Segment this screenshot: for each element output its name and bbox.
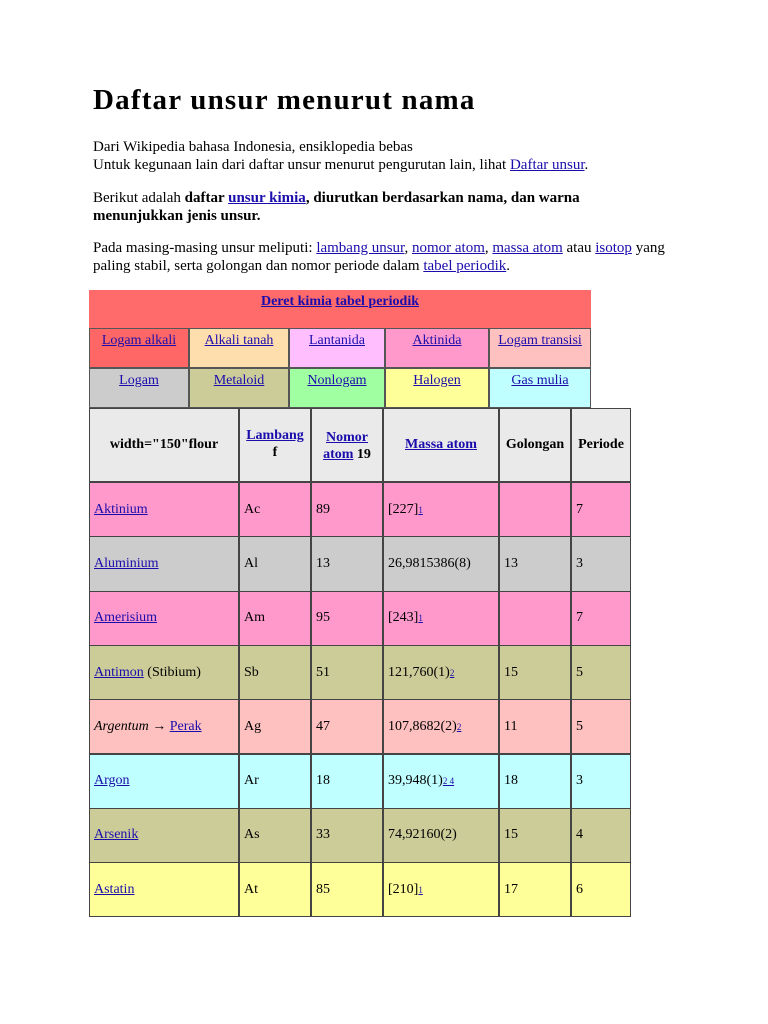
element-group: 13	[504, 555, 518, 571]
cell-element-name	[89, 536, 239, 591]
unsur-kimia-link[interactable]: unsur kimia	[228, 190, 306, 206]
element-symbol: Ag	[244, 718, 262, 734]
nomor-header-link[interactable]: Nomor	[326, 430, 368, 445]
atomic-mass: 39,948(1)	[388, 773, 443, 789]
massa-atom-link[interactable]: massa atom	[492, 240, 563, 256]
cell-number	[311, 645, 383, 700]
footnote-link[interactable]: 2 4	[442, 776, 455, 787]
atomic-number: 33	[316, 827, 330, 843]
legend-link[interactable]: Gas mulia	[511, 373, 569, 388]
cell-mass	[383, 645, 499, 700]
cell-period	[571, 808, 631, 863]
legend-link[interactable]: Logam	[119, 373, 159, 388]
element-period: 5	[576, 718, 583, 734]
detail-text-1: Pada masing-masing unsur meliputi:	[93, 240, 317, 256]
isotop-link[interactable]: isotop	[595, 240, 632, 256]
atomic-mass: 26,9815386(8)	[388, 555, 471, 571]
lambang-header-link[interactable]: Lambang	[246, 428, 304, 443]
atomic-number: 47	[316, 718, 330, 734]
cell-mass	[383, 699, 499, 754]
cell-mass	[383, 536, 499, 591]
element-alias: Argentum →	[94, 718, 170, 734]
footnote-link[interactable]: 1	[418, 884, 423, 895]
footnote-link[interactable]: 1	[418, 613, 423, 624]
summary-paragraph	[93, 189, 633, 225]
atomic-number: 13	[316, 555, 330, 571]
header-name-label: width="150"flour	[109, 437, 219, 452]
atomic-mass: [210]	[388, 881, 419, 897]
legend-link[interactable]: Logam transisi	[498, 333, 582, 348]
atomic-number: 51	[316, 664, 330, 680]
header-number-tail: 19	[353, 447, 371, 462]
summary-prefix: Berikut adalah	[93, 190, 185, 206]
element-period: 3	[576, 555, 583, 571]
cell-symbol	[239, 862, 311, 917]
element-period: 7	[576, 610, 583, 626]
cell-group	[499, 482, 571, 537]
element-period: 3	[576, 773, 583, 789]
element-symbol: As	[244, 827, 260, 843]
cell-element-name	[89, 591, 239, 646]
cell-symbol	[239, 591, 311, 646]
legend-header	[89, 290, 591, 328]
cell-symbol	[239, 536, 311, 591]
element-group: 15	[504, 664, 518, 680]
element-symbol: Ar	[244, 773, 259, 789]
atomic-number: 85	[316, 881, 330, 897]
legend-link[interactable]: Metaloid	[213, 373, 265, 388]
element-group: 18	[504, 773, 518, 789]
header-symbol	[239, 408, 311, 482]
legend-tabel-periodik-link[interactable]: tabel periodik	[335, 294, 419, 309]
chemical-series-legend	[89, 290, 591, 408]
cell-group	[499, 645, 571, 700]
cell-symbol	[239, 699, 311, 754]
detail-text-6: .	[506, 258, 510, 274]
header-mass	[383, 408, 499, 482]
legend-cell	[89, 328, 189, 368]
cell-number	[311, 699, 383, 754]
lambang-unsur-link[interactable]: lambang unsur	[316, 240, 405, 256]
element-period: 5	[576, 664, 583, 680]
cell-mass	[383, 808, 499, 863]
element-period: 6	[576, 881, 583, 897]
element-group: 17	[504, 881, 518, 897]
cell-group	[499, 699, 571, 754]
element-symbol: Ac	[244, 501, 261, 517]
detail-text-4: atau	[562, 240, 596, 256]
cell-period	[571, 645, 631, 700]
cell-number	[311, 862, 383, 917]
footnote-link[interactable]: 2	[456, 721, 462, 732]
element-period: 7	[576, 501, 583, 517]
header-name	[89, 408, 239, 482]
cell-element-name	[89, 754, 239, 809]
legend-cell	[89, 368, 189, 408]
intro-paragraph	[93, 138, 588, 174]
legend-link[interactable]: Nonlogam	[307, 373, 367, 388]
cell-element-name	[89, 862, 239, 917]
atomic-mass: 74,92160(2)	[388, 827, 457, 843]
cell-period	[571, 536, 631, 591]
page-title: Daftar unsur menurut nama	[93, 84, 476, 116]
element-symbol: At	[244, 881, 258, 897]
legend-cell	[289, 328, 385, 368]
element-name-link[interactable]: Argon	[94, 773, 130, 789]
cell-symbol	[239, 482, 311, 537]
element-alt-name: (Stibium)	[143, 664, 201, 680]
atomic-mass: [243]	[388, 610, 419, 626]
cell-mass	[383, 591, 499, 646]
legend-link[interactable]: Aktinida	[412, 333, 462, 348]
atomic-mass: 121,760(1)	[388, 664, 450, 680]
legend-link[interactable]: Logam alkali	[101, 333, 177, 348]
element-name-link[interactable]: Perak	[169, 718, 202, 734]
detail-paragraph	[93, 239, 673, 275]
cell-number	[311, 754, 383, 809]
other-use-text: Untuk kegunaan lain dari daftar unsur menurut pengurutan lain, lihat	[93, 157, 510, 173]
element-name-link[interactable]: Amerisium	[94, 610, 157, 626]
cell-mass	[383, 482, 499, 537]
detail-text-3: ,	[484, 240, 493, 256]
footnote-link[interactable]: 2	[449, 667, 455, 678]
element-symbol: Al	[244, 555, 258, 571]
element-name-link[interactable]: Arsenik	[94, 827, 139, 843]
detail-text-2: ,	[404, 240, 412, 256]
legend-link[interactable]: Alkali tanah	[204, 333, 274, 348]
header-period-label: Periode	[578, 437, 624, 452]
cell-group	[499, 808, 571, 863]
atomic-number: 89	[316, 501, 330, 517]
cell-element-name	[89, 482, 239, 537]
legend-cell	[189, 328, 289, 368]
atomic-mass: 107,8682(2)	[388, 718, 457, 734]
legend-cell	[385, 368, 489, 408]
cell-group	[499, 591, 571, 646]
element-name-link[interactable]: Astatin	[94, 881, 135, 897]
cell-number	[311, 482, 383, 537]
deret-kimia-link[interactable]: Deret kimia	[260, 294, 332, 309]
element-period: 4	[576, 827, 583, 843]
legend-cell	[189, 368, 289, 408]
cell-number	[311, 591, 383, 646]
cell-period	[571, 754, 631, 809]
cell-symbol	[239, 754, 311, 809]
header-symbol-tail: f	[272, 445, 278, 460]
cell-mass	[383, 754, 499, 809]
element-symbol: Sb	[244, 664, 259, 680]
atom-header-link[interactable]: atom	[323, 447, 354, 462]
other-use-line	[93, 156, 588, 174]
legend-link[interactable]: Lantanida	[309, 333, 365, 348]
cell-symbol	[239, 808, 311, 863]
legend-cell	[489, 368, 591, 408]
cell-mass	[383, 862, 499, 917]
header-group-label: Golongan	[505, 437, 565, 452]
footnote-link[interactable]: 1	[418, 504, 423, 515]
other-use-suffix: .	[584, 157, 589, 173]
cell-group	[499, 754, 571, 809]
element-name-link[interactable]: Aluminium	[94, 555, 159, 571]
header-number	[311, 408, 383, 482]
summary-suffix: , diurutkan berdasarkan nama, dan warna menunjukkan jenis unsur.	[93, 190, 580, 224]
header-group	[499, 408, 571, 482]
cell-number	[311, 536, 383, 591]
legend-cell	[385, 328, 489, 368]
massa-atom-header-link[interactable]: Massa atom	[405, 437, 477, 452]
header-period	[571, 408, 631, 482]
cell-period	[571, 699, 631, 754]
detail-text-5: yang paling stabil, serta golongan dan nomor periode dalam	[93, 240, 665, 274]
tabel-periodik-link[interactable]: tabel periodik	[423, 258, 507, 274]
cell-group	[499, 536, 571, 591]
summary-word: daftar	[184, 190, 225, 206]
element-name-link[interactable]: Aktinium	[94, 501, 148, 517]
legend-cell	[489, 328, 591, 368]
element-group: 15	[504, 827, 518, 843]
source-line: Dari Wikipedia bahasa Indonesia, ensiklopedia bebas	[93, 139, 413, 155]
cell-element-name	[89, 699, 239, 754]
cell-element-name	[89, 808, 239, 863]
legend-link[interactable]: Halogen	[413, 373, 461, 388]
cell-group	[499, 862, 571, 917]
legend-cell	[289, 368, 385, 408]
daftar-unsur-link[interactable]: Daftar unsur	[509, 157, 585, 173]
cell-number	[311, 808, 383, 863]
element-symbol: Am	[244, 610, 265, 626]
cell-period	[571, 482, 631, 537]
element-name-link[interactable]: Antimon	[94, 664, 144, 680]
element-group: 11	[504, 718, 518, 734]
atomic-number: 18	[316, 773, 330, 789]
atomic-number: 95	[316, 610, 330, 626]
cell-period	[571, 862, 631, 917]
cell-period	[571, 591, 631, 646]
atomic-mass: [227]	[388, 501, 419, 517]
cell-element-name	[89, 645, 239, 700]
cell-symbol	[239, 645, 311, 700]
nomor-atom-link[interactable]: nomor atom	[411, 240, 485, 256]
